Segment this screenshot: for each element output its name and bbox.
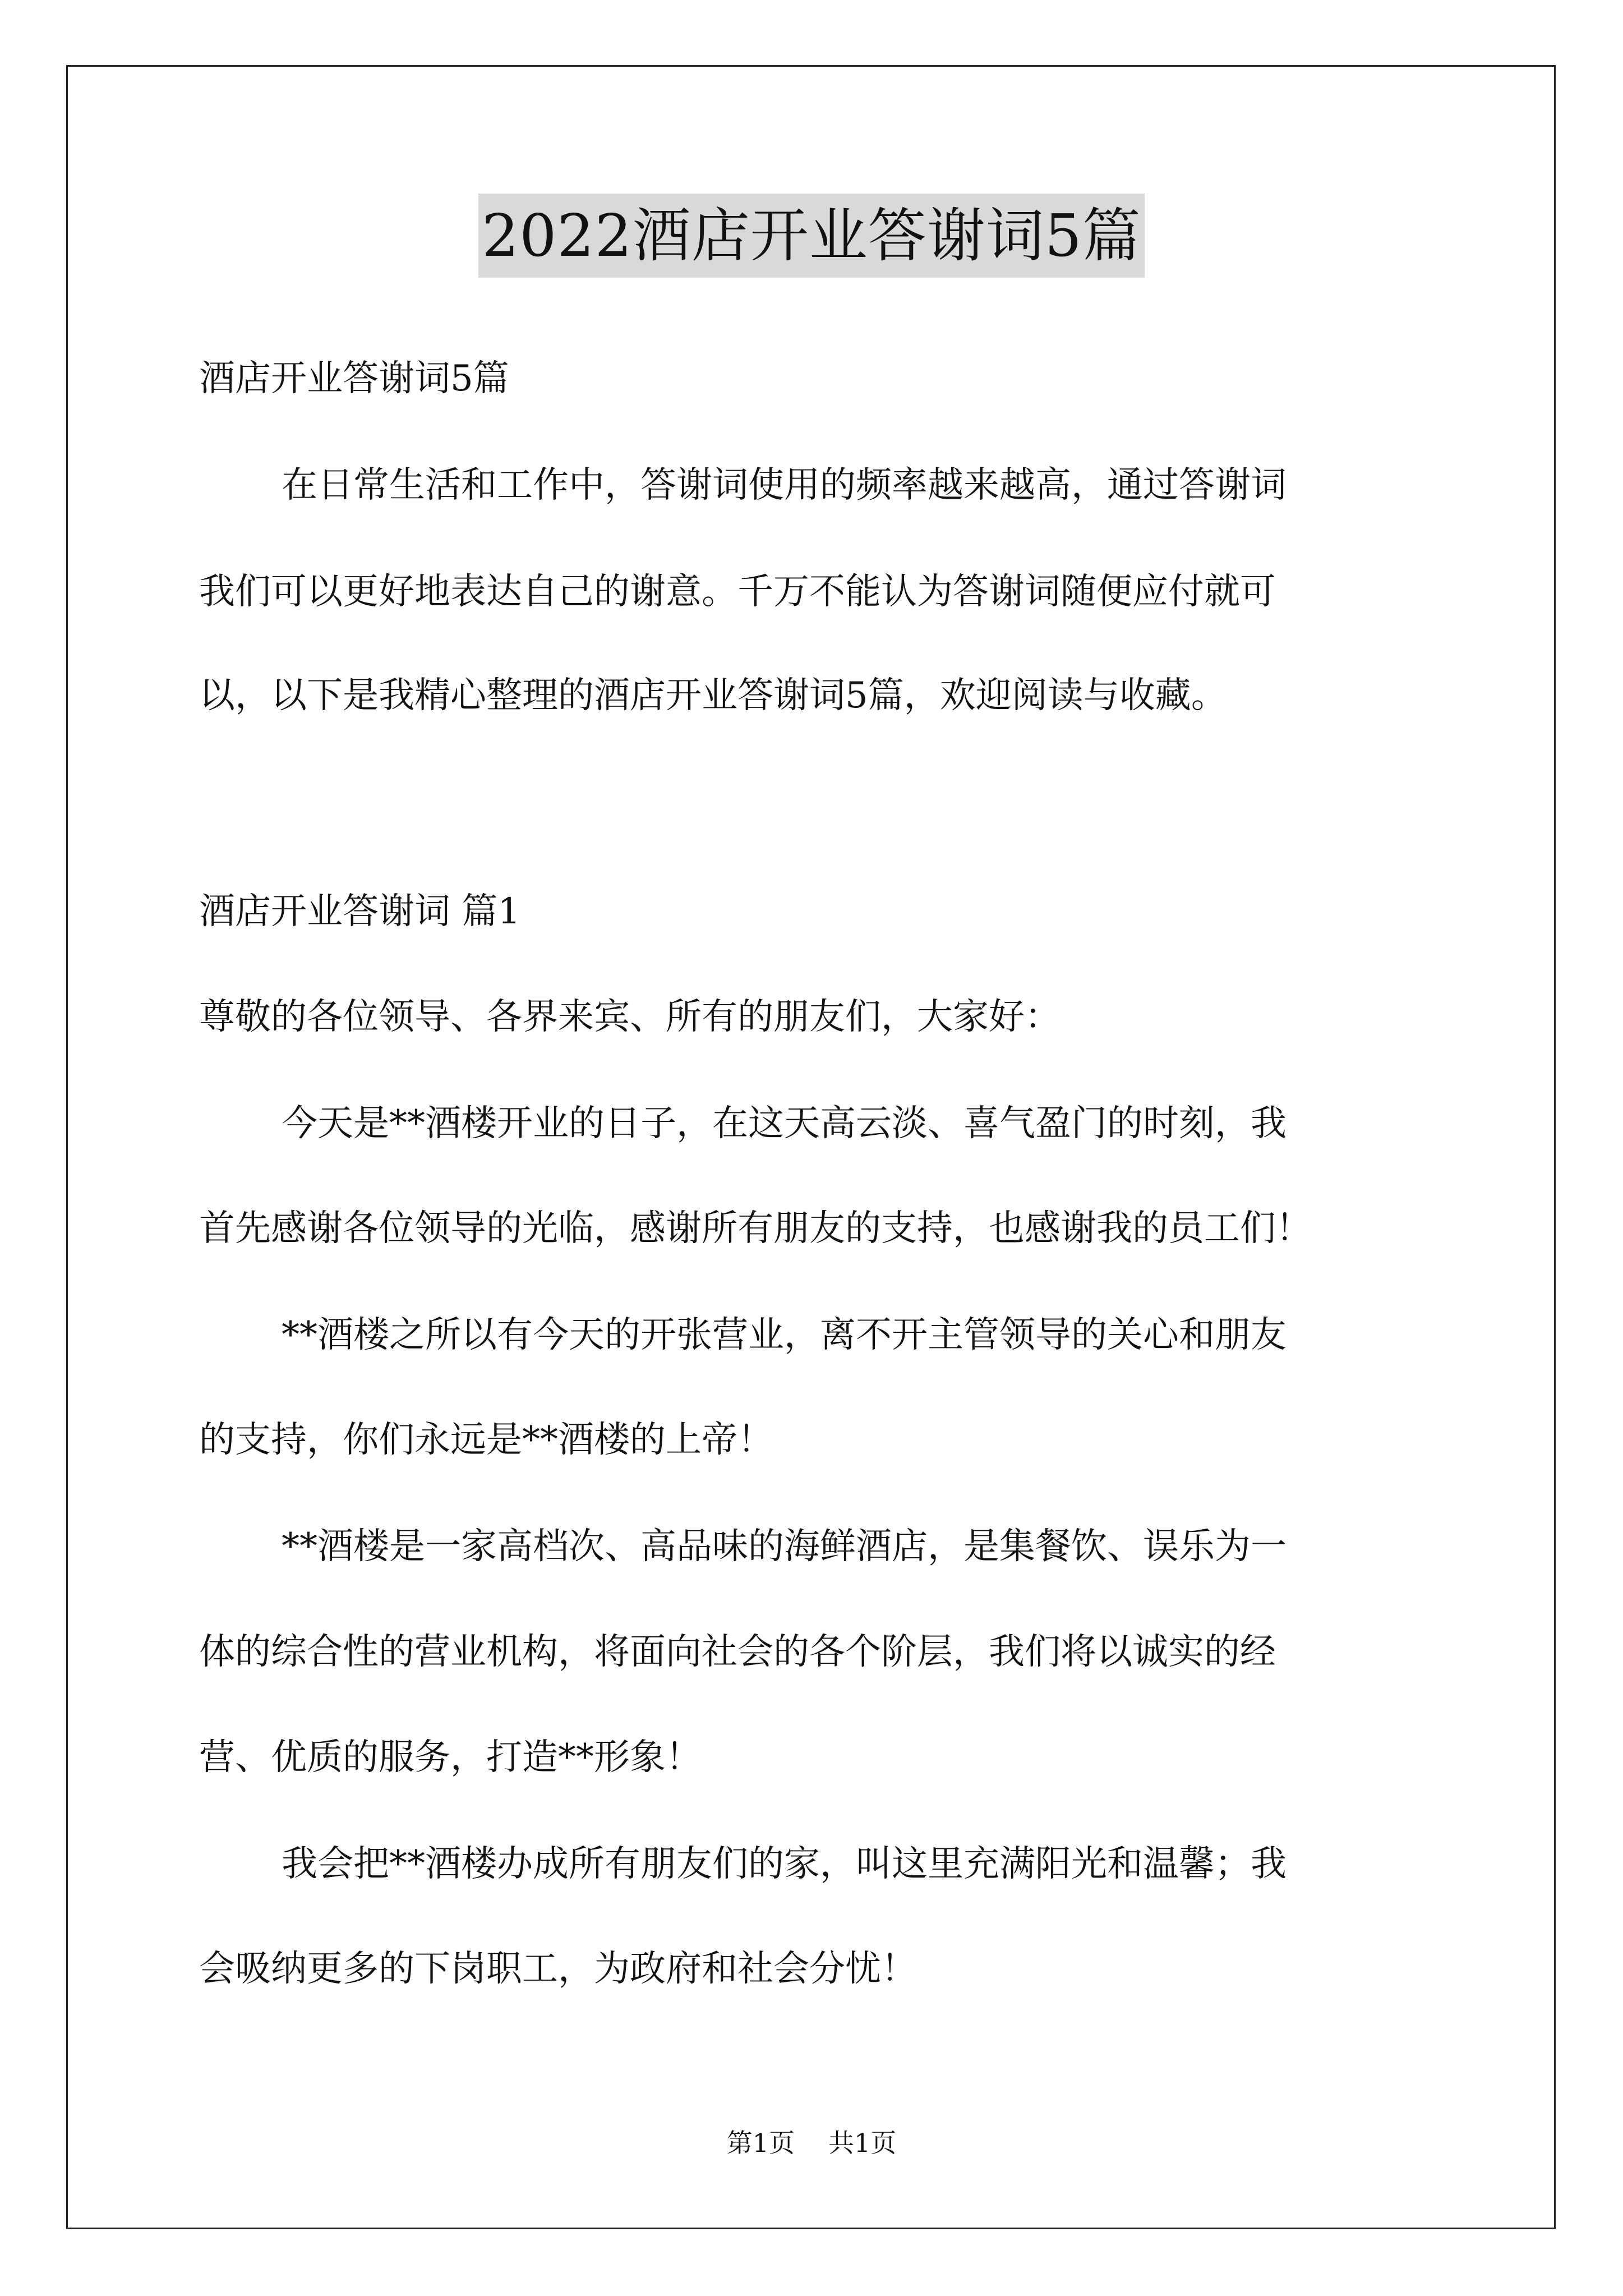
body-line-8: 我会把**酒楼办成所有朋友们的家，叫这里充满阳光和温馨；我 [282,1843,1287,1885]
document-subtitle: 酒店开业答谢词5篇 [199,358,509,399]
document-title: 2022酒店开业答谢词5篇 [478,194,1145,278]
page-total: 共1页 [828,2128,897,2158]
page-number: 第1页 [726,2128,795,2158]
salutation: 尊敬的各位领导、各界来宾、所有的朋友们，大家好： [199,996,1061,1038]
body-line-2: 首先感谢各位领导的光临，感谢所有朋友的支持，也感谢我的员工们！ [199,1208,1312,1249]
intro-line-1: 在日常生活和工作中，答谢词使用的频率越来越高，通过答谢词 [282,464,1287,506]
intro-line-2: 我们可以更好地表达自己的谢意。千万不能认为答谢词随便应付就可 [199,571,1276,613]
body-line-9: 会吸纳更多的下岗职工，为政府和社会分忧！ [199,1948,917,1990]
body-line-4: 的支持，你们永远是**酒楼的上帝！ [199,1419,773,1461]
section-heading: 酒店开业答谢词 篇1 [199,891,521,932]
intro-line-3: 以，以下是我精心整理的酒店开业答谢词5篇，欢迎阅读与收藏。 [199,675,1227,716]
body-line-1: 今天是**酒楼开业的日子，在这天高云淡、喜气盈门的时刻，我 [282,1103,1287,1144]
body-line-5: **酒楼是一家高档次、高品味的海鲜酒店，是集餐饮、误乐为一 [282,1526,1287,1567]
body-line-3: **酒楼之所以有今天的开张营业，离不开主管领导的关心和朋友 [282,1314,1287,1356]
body-line-7: 营、优质的服务，打造**形象！ [199,1737,702,1778]
title-container [0,194,1623,278]
page-footer [0,2126,1623,2160]
body-line-6: 体的综合性的营业机构，将面向社会的各个阶层，我们将以诚实的经 [199,1631,1276,1673]
